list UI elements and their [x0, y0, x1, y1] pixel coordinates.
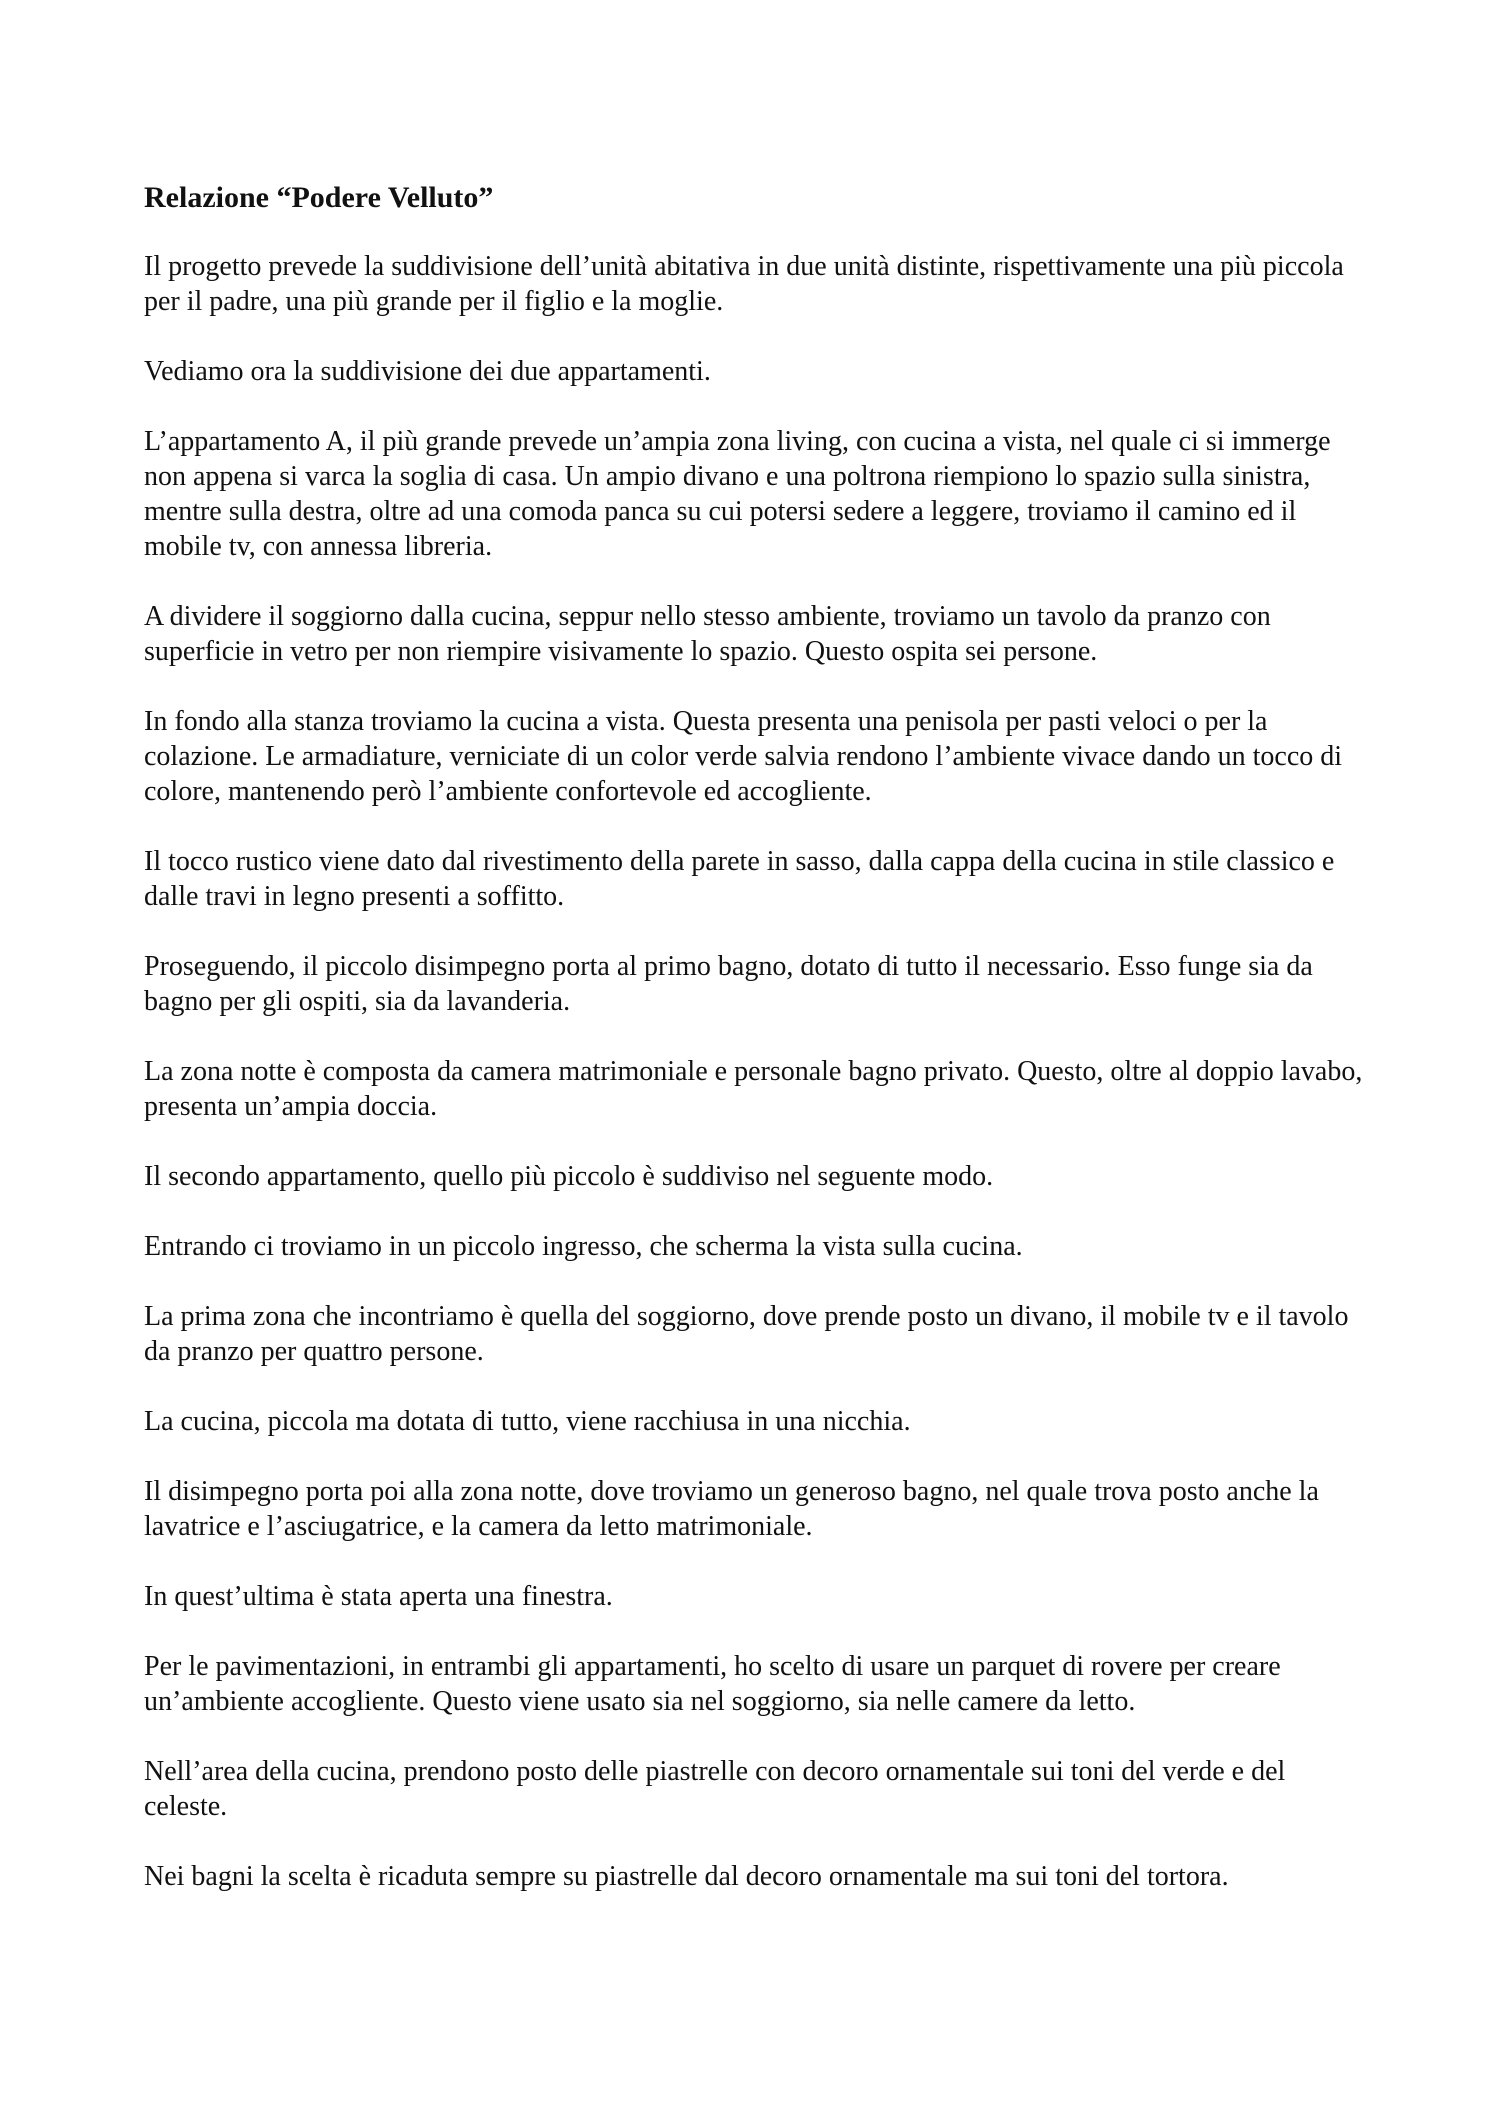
paragraph-16: Nell’area della cucina, prendono posto delle piastrelle con decoro ornamentale sui toni del verde e del celeste.	[144, 1756, 1286, 1822]
paragraph-14: In quest’ultima è stata aperta una finestra.	[144, 1581, 613, 1612]
paragraph-17: Nei bagni la scelta è ricaduta sempre su piastrelle dal decoro ornamentale ma sui toni del tortora.	[144, 1861, 1229, 1892]
paragraph-2: Vediamo ora la suddivisione dei due appartamenti.	[144, 356, 711, 387]
paragraph-3: L’appartamento A, il più grande prevede un’ampia zona living, con cucina a vista, nel quale ci si immerge non appena si varca la soglia di casa. Un ampio divano e una poltrona riempiono lo spazio sulla sinistra, mentre sulla destra, oltre ad una comoda panca su cui potersi sedere a leggere, troviamo il camino ed il mobile tv, con annessa libreria.	[144, 426, 1331, 562]
document-title: Relazione “Podere Velluto”	[144, 181, 494, 214]
paragraph-5: In fondo alla stanza troviamo la cucina a vista. Questa presenta una penisola per pasti veloci o per la colazione. Le armadiature, verniciate di un color verde salvia rendono l’ambiente vivace dando un tocco di colore, mantenendo però l’ambiente confortevole ed accogliente.	[144, 706, 1343, 807]
paragraph-15: Per le pavimentazioni, in entrambi gli appartamenti, ho scelto di usare un parquet di rovere per creare un’ambiente accogliente. Questo viene usato sia nel soggiorno, sia nelle camere da letto.	[144, 1651, 1281, 1717]
paragraph-4: A dividere il soggiorno dalla cucina, seppur nello stesso ambiente, troviamo un tavolo da pranzo con superficie in vetro per non riempire visivamente lo spazio. Questo ospita sei persone.	[144, 601, 1271, 667]
paragraph-9: Il secondo appartamento, quello più piccolo è suddiviso nel seguente modo.	[144, 1161, 994, 1192]
paragraph-8: La zona notte è composta da camera matrimoniale e personale bagno privato. Questo, oltre al doppio lavabo, presenta un’ampia doccia.	[144, 1056, 1363, 1122]
paragraph-10: Entrando ci troviamo in un piccolo ingresso, che scherma la vista sulla cucina.	[144, 1231, 1023, 1262]
paragraph-7: Proseguendo, il piccolo disimpegno porta al primo bagno, dotato di tutto il necessario. Esso funge sia da bagno per gli ospiti, sia da lavanderia.	[144, 951, 1313, 1017]
paragraph-12: La cucina, piccola ma dotata di tutto, viene racchiusa in una nicchia.	[144, 1406, 911, 1437]
paragraph-1: Il progetto prevede la suddivisione dell’unità abitativa in due unità distinte, rispettivamente una più piccola per il padre, una più grande per il figlio e la moglie.	[144, 251, 1344, 317]
paragraph-13: Il disimpegno porta poi alla zona notte, dove troviamo un generoso bagno, nel quale trova posto anche la lavatrice e l’asciugatrice, e la camera da letto matrimoniale.	[144, 1476, 1319, 1542]
paragraph-11: La prima zona che incontriamo è quella del soggiorno, dove prende posto un divano, il mobile tv e il tavolo da pranzo per quattro persone.	[144, 1301, 1349, 1367]
document-body	[144, 180, 1369, 1929]
paragraph-6: Il tocco rustico viene dato dal rivestimento della parete in sasso, dalla cappa della cucina in stile classico e dalle travi in legno presenti a soffitto.	[144, 846, 1335, 912]
